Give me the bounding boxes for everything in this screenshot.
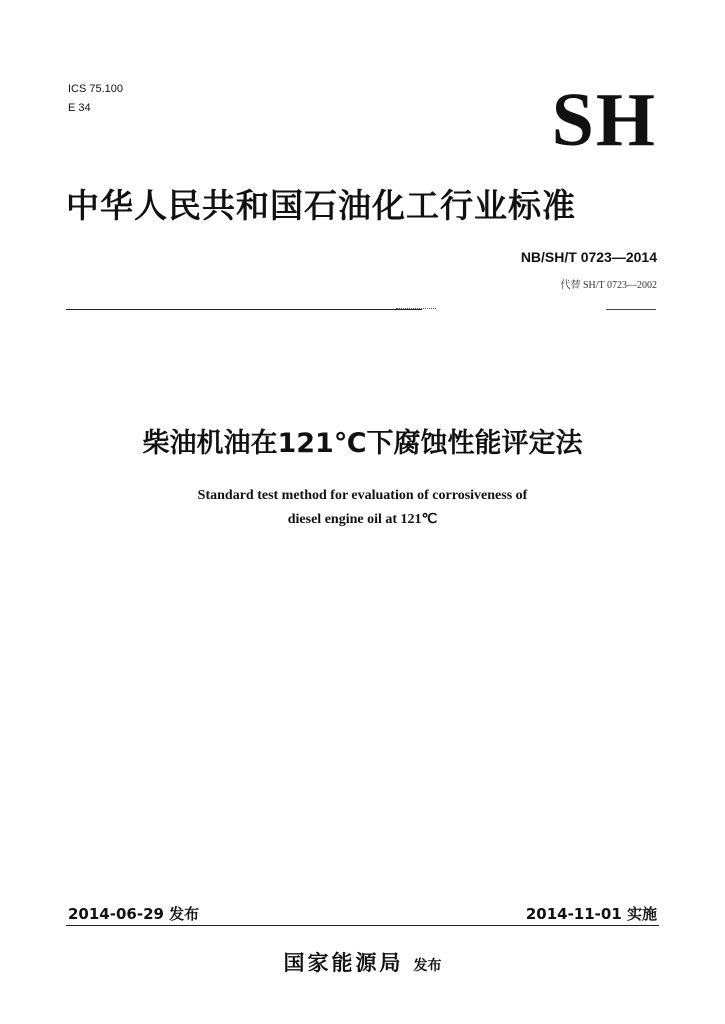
replaces-note: 代替 SH/T 0723—2002 (560, 280, 657, 291)
issue-date: 2014-06-29 发布 (68, 905, 200, 923)
ccs-code: E 34 (68, 102, 91, 114)
standard-mark: SH (551, 78, 657, 162)
standard-number: NB/SH/T 0723—2014 (520, 249, 657, 265)
header-title: 中华人民共和国石油化工行业标准 (66, 186, 576, 225)
issuer (0, 947, 725, 977)
header-divider-dots (396, 308, 436, 309)
header-divider (66, 309, 422, 310)
header-divider-right (606, 309, 656, 310)
implementation-date: 2014-11-01 实施 (525, 905, 657, 923)
issuer-organization: 国家能源局 (283, 951, 404, 975)
document-title-zh: 柴油机油在121℃下腐蚀性能评定法 (142, 428, 583, 459)
issuer-action: 发布 (413, 958, 442, 974)
footer-divider (66, 925, 659, 926)
document-title-en-line2: diesel engine oil at 121℃ (287, 512, 438, 527)
document-title-en-line1: Standard test method for evaluation of corrosiveness of (197, 488, 528, 503)
ics-code: ICS 75.100 (68, 83, 124, 95)
